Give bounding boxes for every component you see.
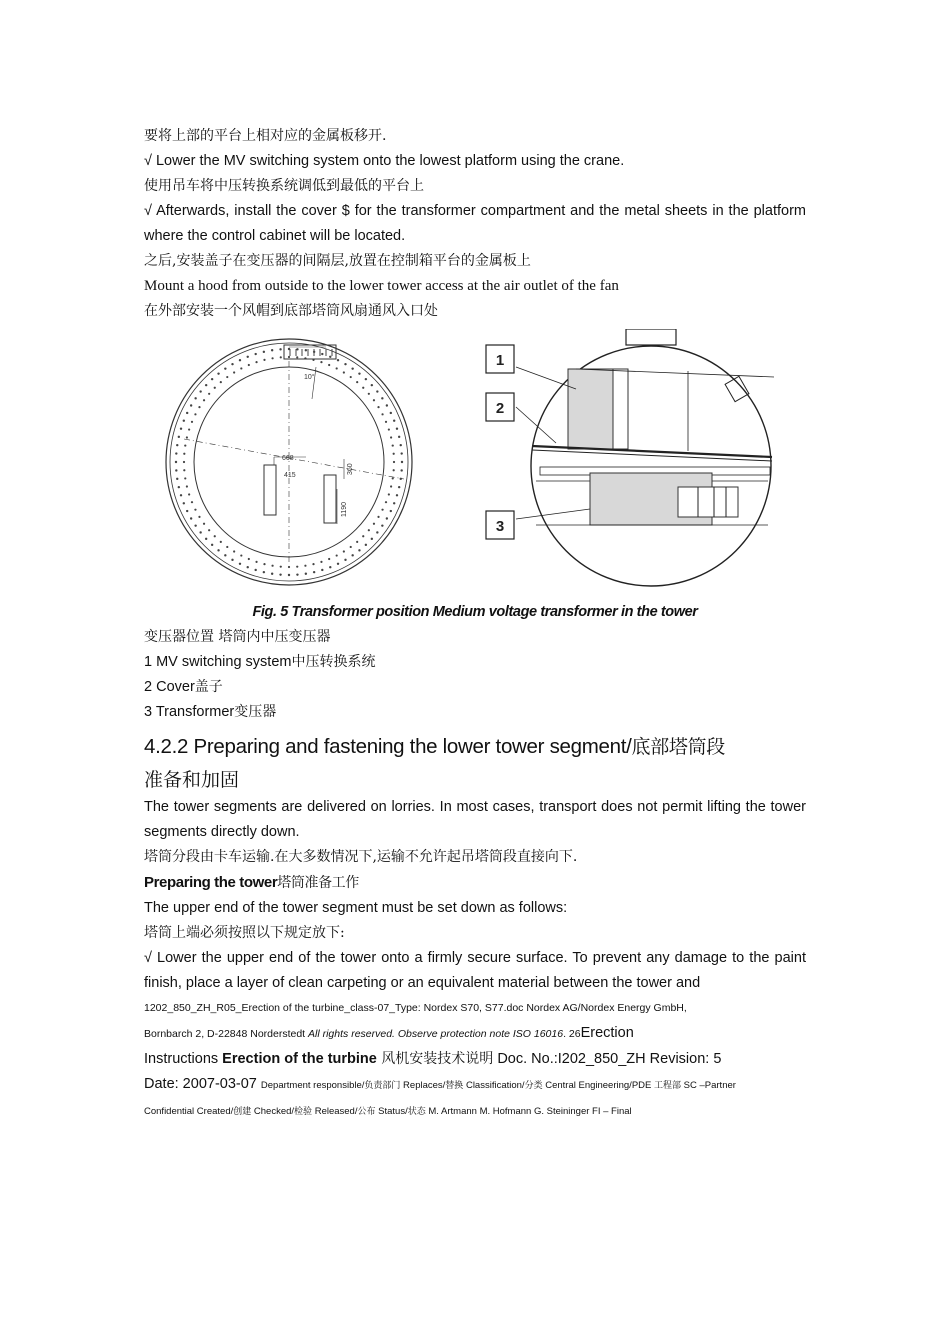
legend-item-2: 2 Cover盖子 (144, 679, 223, 695)
bolt-hole (248, 364, 250, 366)
bolt-hole (390, 485, 392, 487)
bolt-hole (271, 565, 273, 567)
bolt-hole (328, 364, 330, 366)
bolt-hole (180, 427, 182, 429)
bolt-hole (400, 469, 402, 471)
bolt-hole (328, 558, 330, 560)
bolt-hole (280, 356, 282, 358)
bolt-hole (377, 406, 379, 408)
bolt-hole (343, 371, 345, 373)
bolt-hole (362, 387, 364, 389)
bolt-hole (365, 378, 367, 380)
figure-caption-zh: 变压器位置 塔筒内中压变压器 (144, 629, 331, 645)
bolt-hole (393, 502, 395, 504)
bolt-hole (371, 384, 373, 386)
bolt-hole (344, 363, 346, 365)
transformer-diagram (144, 329, 806, 591)
bolt-hole (320, 561, 322, 563)
bolt-hole (194, 413, 196, 415)
dim-angle: 10° (304, 374, 315, 381)
bolt-hole (385, 501, 387, 503)
bolt-hole (390, 510, 392, 512)
bolt-hole (288, 574, 290, 576)
bolt-hole (211, 378, 213, 380)
mv-switching-system (568, 369, 613, 449)
bolt-hole (337, 563, 339, 565)
bolt-hole (175, 452, 177, 454)
bolt-hole (396, 427, 398, 429)
bolt-hole (304, 565, 306, 567)
bolt-hole (329, 566, 331, 568)
bolt-hole (214, 535, 216, 537)
bolt-hole (254, 569, 256, 571)
tower-cross-section (166, 339, 412, 585)
step-mount-hood-zh: 在外部安装一个风帽到底部塔筒风扇通风入口处 (144, 303, 438, 319)
bolt-hole (199, 531, 201, 533)
bolt-hole (183, 420, 185, 422)
bolt-hole (385, 421, 387, 423)
bolt-hole (393, 461, 395, 463)
bolt-hole (184, 477, 186, 479)
bolt-hole (381, 524, 383, 526)
footer-line-4: Date: 2007-03-07 Department responsible/负责部门 Replaces/替换 Classification/分类 Central Engineering/PDE 工程部 SC –Partner (144, 1076, 736, 1092)
bolt-hole (343, 550, 345, 552)
bolt-hole (368, 529, 370, 531)
bolt-hole (263, 571, 265, 573)
bolt-hole (371, 538, 373, 540)
bolt-hole (381, 509, 383, 511)
footer-line-2: Bornbarch 2, D-22848 Norderstedt All rights reserved. Observe protection note ISO 16016. 26Erection (144, 1025, 634, 1041)
footer-line-3: Instructions Erection of the turbine 风机安装技术说明 Doc. No.:I202_850_ZH Revision: 5 (144, 1051, 722, 1067)
section-para-2-zh: 塔筒上端必须按照以下规定放下: (144, 925, 345, 941)
document-page (144, 124, 806, 1125)
bolt-hole (188, 428, 190, 430)
bolt-hole (373, 399, 375, 401)
bolt-hole (255, 361, 257, 363)
footer-line-1: 1202_850_ZH_R05_Erection of the turbine_class-07_Type: Nordex S70, S77.doc Nordex AG/Nordex Energy GmbH, (144, 1002, 687, 1014)
bolt-hole (365, 544, 367, 546)
bolt-hole (280, 566, 282, 568)
bolt-hole (396, 494, 398, 496)
bolt-hole (400, 452, 402, 454)
bolt-hole (381, 397, 383, 399)
bolt-hole (350, 546, 352, 548)
bolt-hole (288, 566, 290, 568)
bolt-hole (401, 461, 403, 463)
bolt-hole (247, 356, 249, 358)
bolt-hole (186, 485, 188, 487)
bolt-hole (188, 493, 190, 495)
bolt-hole (255, 561, 257, 563)
legend-item-3: 3 Transformer变压器 (144, 704, 277, 720)
bolt-hole (186, 436, 188, 438)
bolt-hole (203, 399, 205, 401)
bolt-hole (288, 356, 290, 358)
bolt-hole (373, 523, 375, 525)
transformer-figure (144, 329, 806, 591)
bolt-hole (239, 359, 241, 361)
bolt-hole (180, 494, 182, 496)
bolt-hole (263, 563, 265, 565)
bolt-hole (320, 361, 322, 363)
bolt-hole (208, 529, 210, 531)
bolt-hole (220, 381, 222, 383)
bolt-hole (388, 428, 390, 430)
bolt-hole (336, 367, 338, 369)
bolt-hole (296, 566, 298, 568)
bolt-hole (199, 390, 201, 392)
footer-line-5: Confidential Created/创建 Checked/检验 Released/公布 Status/状态 M. Artmann M. Hofmann G. Steininger FI – Final (144, 1106, 632, 1117)
bolt-hole (356, 381, 358, 383)
bolt-hole (183, 469, 185, 471)
bolt-hole (208, 393, 210, 395)
bolt-hole (337, 359, 339, 361)
bolt-hole (392, 477, 394, 479)
bolt-hole (336, 554, 338, 556)
bolt-hole (240, 554, 242, 556)
section-para-1-zh: 塔筒分段由卡车运输.在大多数情况下,运输不允许起吊塔筒段直接向下. (144, 849, 578, 865)
bolt-hole (271, 573, 273, 575)
bolt-hole (400, 444, 402, 446)
bolt-hole (183, 453, 185, 455)
bolt-hole (248, 558, 250, 560)
bolt-hole (231, 559, 233, 561)
bolt-hole (398, 436, 400, 438)
bolt-hole (376, 531, 378, 533)
bolt-hole (390, 436, 392, 438)
bolt-hole (175, 461, 177, 463)
bolt-hole (214, 387, 216, 389)
bolt-hole (263, 359, 265, 361)
intro-zh-1: 要将上部的平台上相对应的金属板移开. (144, 128, 387, 144)
dim-668: 668 (282, 455, 294, 462)
bolt-hole (296, 348, 298, 350)
bolt-hole (191, 501, 193, 503)
bolt-hole (176, 478, 178, 480)
bolt-hole (271, 357, 273, 359)
bolt-hole (271, 349, 273, 351)
bolt-hole (398, 486, 400, 488)
bolt-hole (205, 538, 207, 540)
detail-view (486, 329, 774, 586)
bolt-hole (211, 544, 213, 546)
step-mount-hood: Mount a hood from outside to the lower tower access at the air outlet of the fan (144, 278, 619, 294)
bolt-hole (190, 404, 192, 406)
step-lower-mv-zh: 使用吊车将中压转换系统调低到最低的平台上 (144, 178, 424, 194)
bolt-hole (217, 372, 219, 374)
bolt-hole (186, 510, 188, 512)
bolt-hole (217, 549, 219, 551)
step-lower-mv: √ Lower the MV switching system onto the lowest platform using the crane. (144, 153, 625, 169)
bolt-hole (392, 444, 394, 446)
bolt-hole (178, 436, 180, 438)
section-heading-cont: 准备和加固 (144, 769, 240, 791)
bolt-hole (194, 397, 196, 399)
bolt-hole (254, 353, 256, 355)
bolt-hole (296, 573, 298, 575)
callout-3: 3 (495, 518, 505, 535)
dim-1190: 1190 (341, 501, 348, 517)
bolt-hole (305, 573, 307, 575)
bolt-hole (321, 569, 323, 571)
bolt-hole (226, 376, 228, 378)
bolt-hole (186, 412, 188, 414)
bolt-hole (296, 356, 298, 358)
bolt-hole (240, 367, 242, 369)
bolt-hole (312, 563, 314, 565)
step-install-cover: √ Afterwards, install the cover $ for the transformer compartment and the metal sheets in the platform where the control cabinet will be located. (144, 203, 806, 244)
bolt-hole (358, 549, 360, 551)
bolt-hole (362, 535, 364, 537)
bolt-hole (224, 367, 226, 369)
bolt-hole (386, 517, 388, 519)
bolt-hole (178, 486, 180, 488)
bolt-hole (321, 353, 323, 355)
legend-item-1: 1 MV switching system中压转换系统 (144, 654, 376, 670)
step-install-cover-zh: 之后,安装盖子在变压器的间隔层,放置在控制箱平台的金属板上 (144, 253, 531, 269)
bolt-hole (184, 444, 186, 446)
bolt-hole (390, 412, 392, 414)
bolt-hole (393, 420, 395, 422)
bolt-hole (305, 349, 307, 351)
bolt-hole (239, 563, 241, 565)
bolt-hole (279, 573, 281, 575)
bolt-hole (329, 356, 331, 358)
bolt-hole (175, 469, 177, 471)
bolt-hole (356, 541, 358, 543)
bolt-hole (224, 554, 226, 556)
bolt-hole (393, 453, 395, 455)
bolt-hole (381, 413, 383, 415)
bolt-hole (393, 469, 395, 471)
bolt-hole (194, 524, 196, 526)
document-footer (144, 996, 806, 1125)
bolt-hole (279, 348, 281, 350)
bolt-hole (247, 566, 249, 568)
bolt-hole (376, 390, 378, 392)
bolt-hole (377, 516, 379, 518)
bolt-hole (386, 404, 388, 406)
callout-2: 2 (495, 400, 505, 417)
bolt-hole (368, 393, 370, 395)
bolt-hole (176, 444, 178, 446)
bolt-hole (183, 502, 185, 504)
dim-360: 360 (347, 463, 354, 475)
section-para-1: The tower segments are delivered on lorries. In most cases, transport does not permit lifting the tower segments directly down. (144, 799, 806, 840)
dim-415: 415 (284, 472, 296, 479)
bolt-hole (350, 376, 352, 378)
callout-1: 1 (495, 352, 505, 369)
bolt-hole (198, 406, 200, 408)
section-para-3: √ Lower the upper end of the tower onto a firmly secure surface. To prevent any damage to the paint finish, place a layer of clean carpeting or an equivalent material between the tower and (144, 950, 806, 991)
bolt-hole (226, 546, 228, 548)
bolt-hole (190, 517, 192, 519)
bolt-hole (344, 559, 346, 561)
bolt-hole (313, 571, 315, 573)
bolt-hole (351, 554, 353, 556)
bolt-hole (231, 363, 233, 365)
bolt-hole (358, 372, 360, 374)
bolt-hole (198, 516, 200, 518)
bolt-hole (351, 367, 353, 369)
bolt-hole (233, 371, 235, 373)
section-para-2: The upper end of the tower segment must be set down as follows: (144, 900, 568, 916)
section-heading: 4.2.2 Preparing and fastening the lower tower segment/底部塔筒段 (144, 735, 726, 758)
bolt-hole (220, 541, 222, 543)
bolt-hole (194, 509, 196, 511)
bolt-hole (388, 493, 390, 495)
bolt-hole (205, 384, 207, 386)
bolt-hole (191, 421, 193, 423)
bolt-hole (263, 351, 265, 353)
bolt-hole (233, 550, 235, 552)
vent-grille (290, 349, 332, 356)
bolt-hole (183, 461, 185, 463)
figure-caption: Fig. 5 Transformer position Medium voltage transformer in the tower (252, 604, 698, 620)
subheading-preparing-tower: Preparing the tower塔筒准备工作 (144, 874, 359, 891)
bolt-hole (203, 523, 205, 525)
